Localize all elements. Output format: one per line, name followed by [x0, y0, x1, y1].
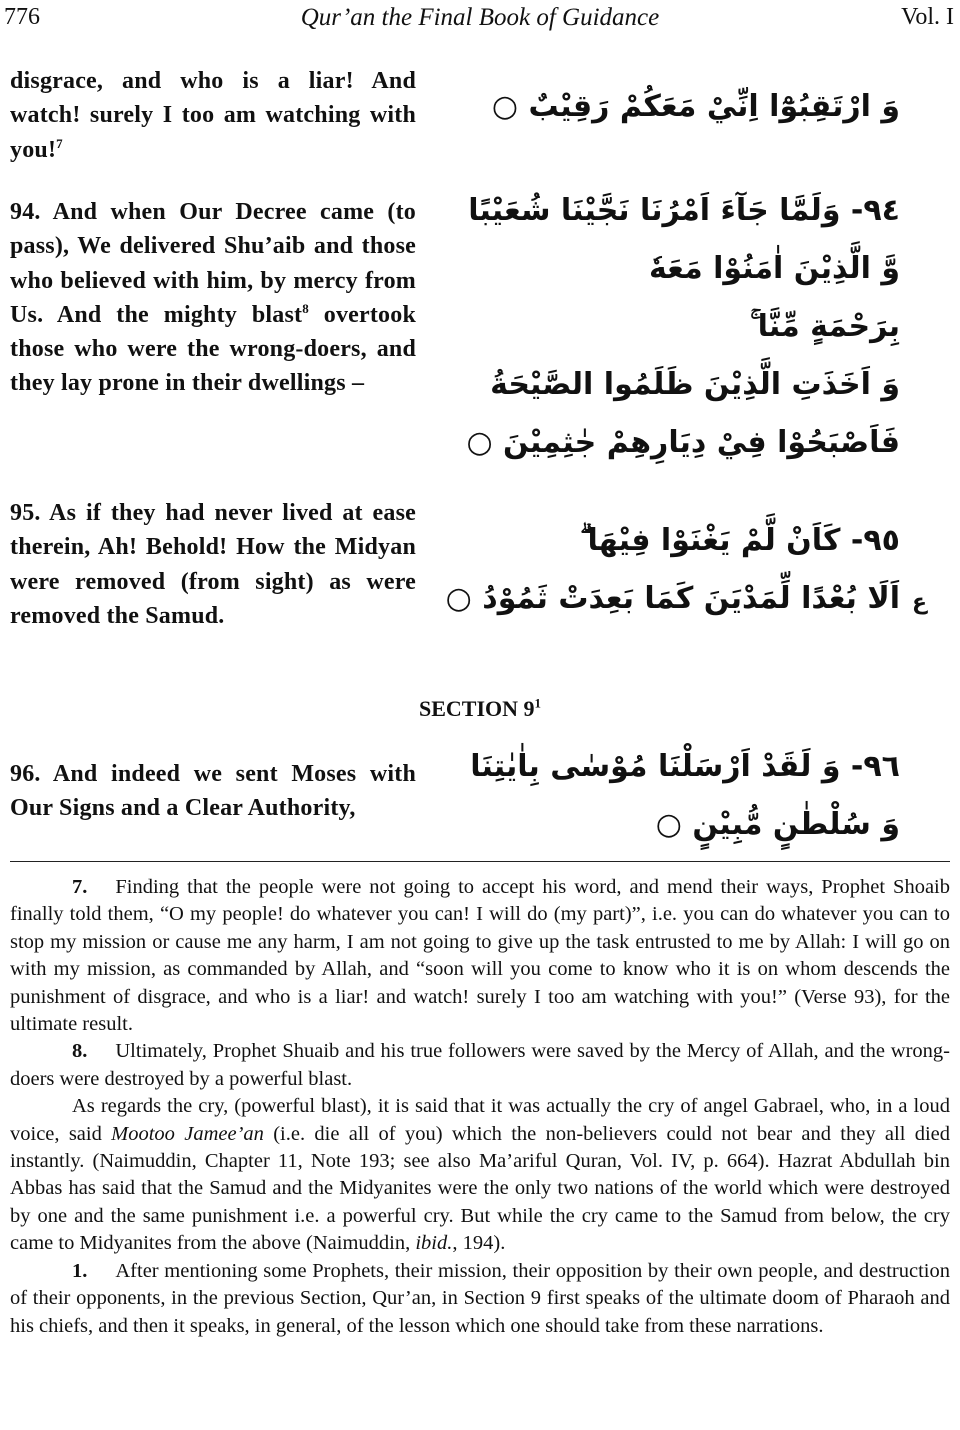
verse-95-arabic — [445, 512, 900, 628]
arabic-line: اَلَا بُعْدًا لِّمَدْيَنَ كَمَا بَعِدَتْ ثَمُوْدُ ○ — [445, 581, 900, 616]
verse-93-arabic — [480, 78, 900, 136]
arabic-line: ٩٦- وَ لَقَدْ اَرْسَلْنَا مُوْسٰى بِاٰيٰتِنَا — [470, 749, 900, 784]
verse-94-translation — [10, 195, 416, 401]
verse-text: 94. And when Our Decree came (to pass), We delivered Shu’aib and those who believed with him, by mercy from Us. And the mighty blast — [10, 199, 416, 328]
arabic-line: وَ اَخَذَتِ الَّذِيْنَ ظَلَمُوا الصَّيْحَةُ — [490, 367, 900, 402]
verse-96-arabic — [470, 738, 900, 854]
footnote-number: 7. — [72, 876, 88, 898]
footnote-divider — [10, 861, 950, 862]
footnote-ref-7: 7 — [56, 135, 63, 151]
footnote-8-continued — [10, 1093, 950, 1257]
arabic-line: ٩٥- كَاَنْ لَّمْ يَغْنَوْا فِيْهَا ۗ — [580, 523, 900, 558]
arabic-line: ٩٤- وَلَمَّا جَآءَ اَمْرُنَا نَجَّيْنَا شُعَيْبًا — [468, 193, 900, 228]
page-header — [0, 0, 960, 34]
footnote-italic: Mootoo Jamee’an — [111, 1122, 264, 1145]
page-number: 776 — [4, 4, 40, 30]
arabic-line: وَ سُلْطٰنٍ مُّبِيْنٍ ○ — [655, 807, 900, 842]
section-label: SECTION 9 — [418, 696, 535, 721]
footnote-text: Finding that the people were not going to accept his word, and mend their ways, Prophet Shoaib finally told them, “O my people! do whatever you can! I will do (my part)”, i.e. you can do whatever you can to stop my mission or cause me any harm, I am not going to give up the task entrusted to me by Allah: I will go on with my mission, as commanded by Allah, and “soon will you come to know who it is on whom descends the punishment of disgrace, and who is a liar! and watch! surely I too am watching with you!” (Verse 93), for the ultimate result. — [10, 876, 950, 1036]
footnotes — [10, 874, 950, 1340]
footnote-text: , 194). — [452, 1232, 506, 1255]
verse-96-translation — [10, 757, 416, 826]
footnote-ref-8: 8 — [302, 300, 309, 316]
volume-label: Vol. I — [901, 4, 954, 30]
verse-94-arabic — [466, 182, 900, 472]
footnote-number: 1. — [72, 1259, 88, 1282]
verse-95-translation — [10, 496, 416, 633]
footnote-1 — [10, 1258, 950, 1340]
ruku-mark: ع — [912, 590, 928, 615]
arabic-line: فَاَصْبَحُوْا فِيْ دِيَارِهِمْ جٰثِمِيْنَ ○ — [466, 425, 900, 460]
arabic-line: وَ ارْتَقِبُوْٓا اِنِّيْ مَعَكُمْ رَقِيْبٌ ○ — [491, 89, 900, 124]
section-note-ref: 1 — [534, 695, 542, 711]
verse-text: 96. And indeed we sent Moses with Our Signs and a Clear Authority, — [10, 761, 416, 822]
footnote-number: 8. — [72, 1040, 88, 1063]
book-title: Qur’an the Final Book of Guidance — [300, 4, 660, 31]
footnote-text: After mentioning some Prophets, their mission, their opposition by their own people, and destruction of their opponents, in the previous Section, Qur’an, in Section 9 first speaks of the ultimate doom of Pharaoh and his chiefs, and then it speaks, in general, of the lesson which one should take from these narrations. — [10, 1259, 950, 1337]
footnote-italic: ibid. — [415, 1232, 453, 1255]
footnote-text: As regards the cry, (powerful blast), it is said that it was actually the cry of angel Gabrael, who, in a loud voice, said — [10, 1095, 950, 1145]
verse-text: 95. As if they had never lived at ease therein, Ah! Behold! How the Midyan were removed (from sight) as were removed the Samud. — [10, 500, 416, 629]
section-heading — [0, 696, 960, 722]
footnote-8 — [10, 1038, 950, 1093]
verse-text-cont: overtook those who were the wrong-doers, and they lay prone in their dwellings – — [10, 301, 417, 397]
arabic-line: وَّ الَّذِيْنَ اٰمَنُوْا مَعَهٗ — [648, 251, 900, 286]
verse-93-translation — [10, 64, 416, 167]
arabic-line: بِرَحْمَةٍ مِّنَّا ۚ — [750, 309, 900, 344]
footnote-text: Ultimately, Prophet Shuaib and his true followers were saved by the Mercy of Allah, and the wrong-doers were destroyed by a powerful blast. — [10, 1040, 950, 1090]
footnote-7 — [10, 874, 950, 1038]
footnote-text: (i.e. die all of you) which the non-believers could not bear and they all died instantly. (Naimuddin, Chapter 11, Note 193; see also Ma’ariful Quran, Vol. IV, p. 664). Hazrat Abdullah bin Abbas has said that the Samud and the Midyanites were the only two nations of the world which were destroyed by one and the same punishment i.e. a powerful cry. But while the cry came to the Samud from below, the cry came to Midyanites from the above (Naimuddin, — [10, 1122, 950, 1255]
verse-text: disgrace, and who is a liar! And watch! surely I too am watching with you! — [10, 68, 416, 163]
